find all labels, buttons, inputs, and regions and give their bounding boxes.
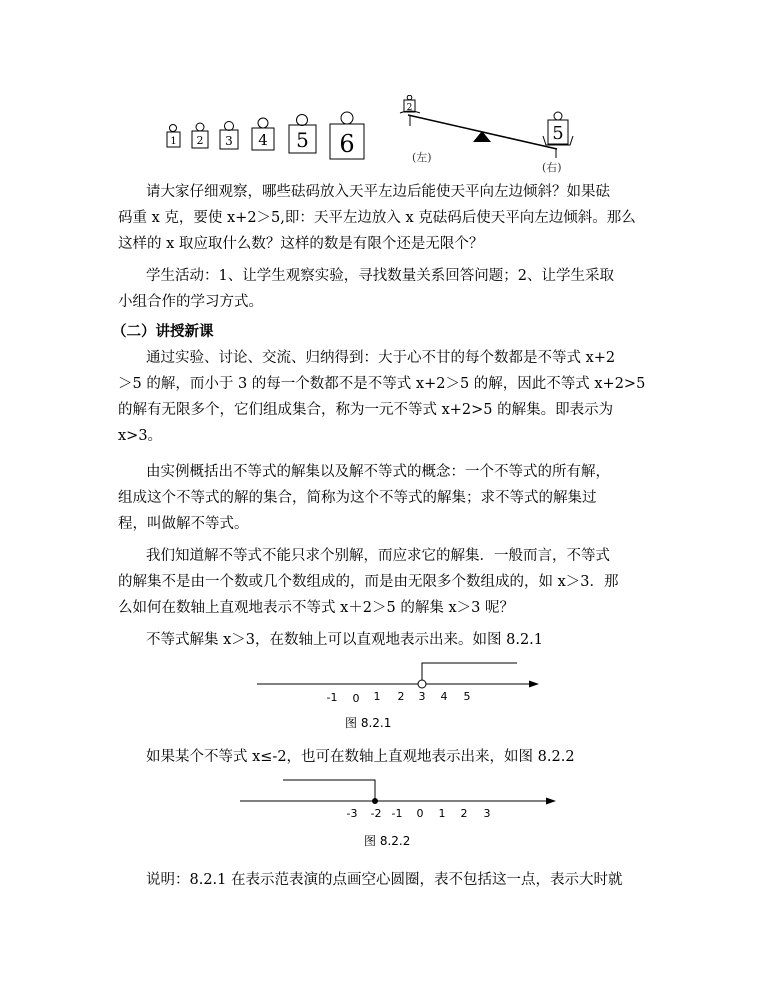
tick-labels xyxy=(327,690,471,704)
text-line: 我们知道解不等式不能只求个别解，而应求它的解集．一般而言，不等式 xyxy=(146,548,610,564)
text-line: 如果某个不等式 x≤-2，也可在数轴上直观地表示出来，如图 8.2.2 xyxy=(146,749,575,765)
tick-label: 3 xyxy=(483,807,491,820)
tick-label: 4 xyxy=(440,690,448,703)
figure-caption-8-2-2: 图 8.2.2 xyxy=(364,834,411,848)
text-line: 组成这个不等式的解的集合，简称为这个不等式的解集；求不等式的解集过 xyxy=(118,490,597,506)
text-line: 说明：8.2.1 在表示范表演的点画空心圆圈，表不包括这一点，表示大时就 xyxy=(146,872,623,888)
text-line: 由实例概括出不等式的解集以及解不等式的概念：一个不等式的所有解， xyxy=(146,464,610,480)
text-line: 学生活动：1、让学生观察实验，寻找数量关系回答问题；2、让学生采取 xyxy=(146,268,614,284)
text-line: 么如何在数轴上直观地表示不等式 x＋2＞5 的解集 x＞3 呢？ xyxy=(118,600,514,616)
balance-right-label: (右) xyxy=(542,161,562,174)
weight-label-2: 2 xyxy=(196,134,204,147)
text-line: 码重 x 克，要使 x+2＞5,即：天平左边放入 x 克砝码后使天平向左边倾斜。那么 xyxy=(118,210,636,226)
paragraph-figure-8-2-2-intro xyxy=(118,744,658,770)
text-line: 小组合作的学习方式。 xyxy=(118,294,263,310)
tick-label: -1 xyxy=(326,691,338,704)
tick-label: 0 xyxy=(352,692,360,704)
paragraph-solution-set-definition xyxy=(118,459,658,537)
text-line: 请大家仔细观察，哪些砝码放入天平左边后能使天平向左边倾斜？如果砝 xyxy=(146,184,610,200)
text-line: 的解集不是由一个数或几个数组成的，而是由无限多个数组成的，如 x＞3．那 xyxy=(118,574,619,590)
tick-label: 0 xyxy=(416,807,424,820)
paragraph-question xyxy=(118,179,658,257)
tick-label: -2 xyxy=(370,807,382,820)
balance-left-weight: 2 xyxy=(406,103,413,113)
paragraph-student-activity xyxy=(118,263,658,315)
tick-labels xyxy=(347,807,491,820)
paragraph-experiment-summary xyxy=(118,345,658,449)
text-line: 程，叫做解不等式。 xyxy=(118,516,249,532)
section-heading: （二）讲授新课 xyxy=(112,323,214,340)
text-line: x>3。 xyxy=(118,428,163,444)
tick-label: 2 xyxy=(460,807,468,820)
paragraph-explanation xyxy=(118,867,658,893)
balance-scale xyxy=(400,95,573,158)
paragraph-figure-8-2-1-intro xyxy=(118,627,658,653)
weights-row xyxy=(167,112,364,159)
number-line-x-gt-3 xyxy=(255,660,545,704)
weight-label-1: 1 xyxy=(170,136,177,147)
weight-label-5: 5 xyxy=(296,128,309,152)
figure-caption-8-2-1: 图 8.2.1 xyxy=(345,716,392,730)
weight-label-6: 6 xyxy=(339,130,355,158)
text-line: 不等式解集 x＞3，在数轴上可以直观地表示出来。如图 8.2.1 xyxy=(146,632,544,648)
tick-label: 3 xyxy=(418,690,426,703)
tick-label: -3 xyxy=(346,807,358,820)
balance-left-label: (左) xyxy=(412,151,432,164)
tick-label: 5 xyxy=(463,690,471,703)
weights-balance-figure xyxy=(160,95,600,175)
text-line: ＞5 的解，而小于 3 的每一个数都不是不等式 x+2＞5 的解，因此不等式 x+2>5 xyxy=(118,376,646,392)
tick-label: 2 xyxy=(397,690,405,703)
tick-label: 1 xyxy=(373,690,381,703)
text-line: 通过实验、讨论、交流、归纳得到：大于心不甘的每个数都是不等式 x+2 xyxy=(146,350,616,366)
tick-label: -1 xyxy=(391,807,403,820)
balance-right-weight: 5 xyxy=(552,123,564,144)
paragraph-number-line-intro xyxy=(118,543,658,621)
weight-label-3: 3 xyxy=(225,134,233,148)
tick-label: 1 xyxy=(438,807,446,820)
text-line: 这样的 x 取应取什么数？这样的数是有限个还是无限个？ xyxy=(118,236,484,252)
number-line-x-le-neg-2 xyxy=(238,776,563,822)
text-line: 的解有无限多个，它们组成集合，称为一元不等式 x+2>5 的解集。即表示为 xyxy=(118,402,614,418)
weight-label-4: 4 xyxy=(258,131,268,149)
